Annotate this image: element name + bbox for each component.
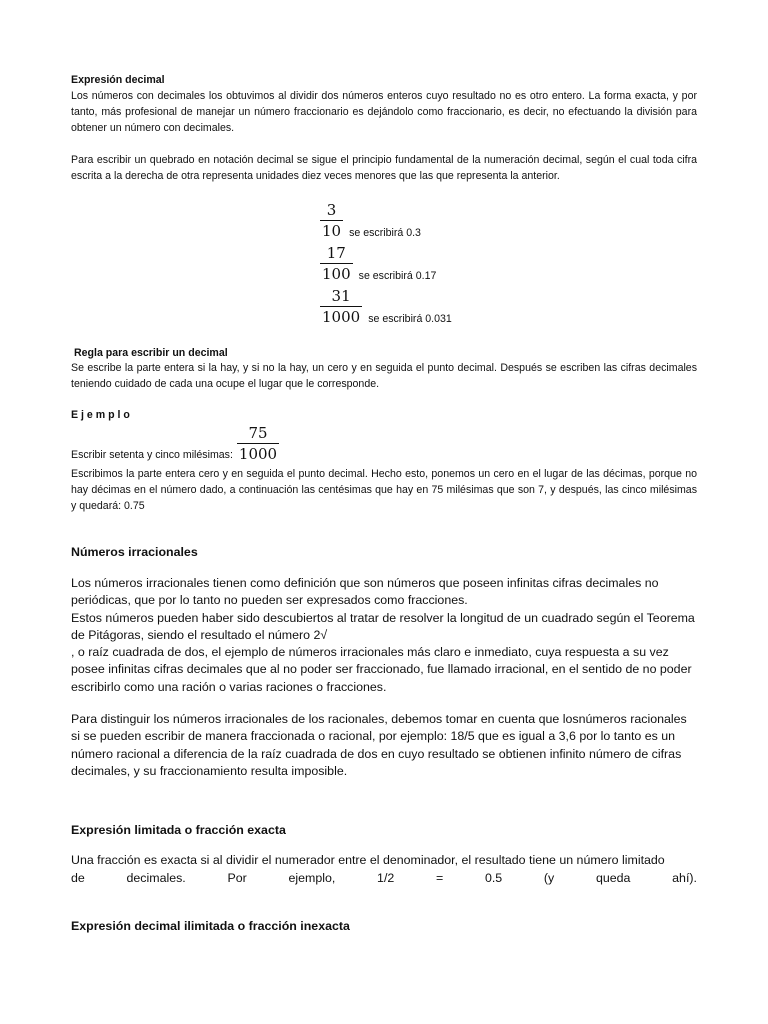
fraction-17-100: $\frac{17}{100}$ [322, 244, 351, 283]
word: 1/2 [377, 871, 395, 885]
paragraph-irracionales-1: Los números irracionales tienen como definición que son números que poseen infinitas cifras decimales no periódicas, que por lo tanto no pueden ser expresados como fracciones. [71, 576, 659, 608]
heading-expresion-decimal: Expresión decimal [71, 74, 165, 86]
word: decimales. [126, 871, 186, 885]
fraction-row-2 [320, 244, 436, 283]
ejemplo-prompt-row [71, 424, 279, 463]
fraction-bar [320, 263, 353, 264]
paragraph-limitada-line2 [71, 870, 697, 887]
word: (y [543, 871, 555, 885]
paragraph-regla: Se escribe la parte entera si la hay, y si no la hay, un cero y en seguida el punto decimal. Después se escriben las cifras decimales teniendo cuidado de cada una ocupe el lugar que le corresponde. [71, 362, 697, 390]
heading-ilimitada: Expresión decimal ilimitada o fracción inexacta [71, 919, 350, 933]
word: ahí). [672, 871, 697, 885]
fraction-result-text: se escribirá 0.17 [358, 270, 437, 282]
heading-regla: Regla para escribir un decimal [74, 347, 228, 359]
word: queda [595, 871, 631, 885]
ejemplo-prompt: Escribir setenta y cinco milésimas: [71, 449, 233, 461]
heading-limitada: Expresión limitada o fracción exacta [71, 823, 286, 837]
paragraph-irracionales-3: , o raíz cuadrada de dos, el ejemplo de números irracionales más claro e inmediato, cuya respuesta a su vez posee infinitas cifras decimales que al no poder ser fraccionado, fue llamado irracional, en el sentido de no poder escribirlo como una ración o varias raciones o fracciones. [71, 645, 692, 694]
paragraph-expresion-decimal: Los números con decimales los obtuvimos al dividir dos números enteros cuyo resultado no es otro entero. La forma exacta, y por tanto, más profesional de manejar un número fraccionario es dejándolo como fraccionario, es decir, no efectuando la división para obtener un número con decimales. [71, 90, 697, 134]
word: Por [227, 871, 247, 885]
paragraph-limitada-line1: Una fracción es exacta si al dividir el numerador entre el denominador, el resultado tiene un número limitado [71, 853, 665, 867]
fraction-result-text: se escribirá 0.031 [368, 313, 452, 325]
word: = [436, 871, 444, 885]
fraction-31-1000: $\frac{31}{1000}$ [322, 287, 361, 326]
heading-irracionales: Números irracionales [71, 545, 198, 559]
word: de [71, 871, 85, 885]
heading-ejemplo: E j e m p l o [71, 409, 130, 421]
paragraph-irracionales-2: Estos números pueden haber sido descubiertos al tratar de resolver la longitud de un cuadrado según el Teorema de Pitágoras, siendo el resultado el número 2√ [71, 611, 695, 643]
fraction-bar [237, 443, 279, 444]
fraction-row-1 [320, 201, 421, 240]
fraction-3-10: $\frac{3}{10}$ [322, 201, 342, 240]
word: ejemplo, [288, 871, 336, 885]
paragraph-ejemplo: Escribimos la parte entera cero y en seguida el punto decimal. Hecho esto, ponemos un cero en el lugar de las décimas, porque no hay décimas en el número dado, a continuación las centésimas que hay en 75 milésimas que son 7, y después, las cinco milésimas y quedará: 0.75 [71, 468, 697, 512]
paragraph-notacion-decimal: Para escribir un quebrado en notación decimal se sigue el principio fundamental de la numeración decimal, según el cual toda cifra escrita a la derecha de otra representa unidades diez veces menores que las que representa la anterior. [71, 154, 697, 182]
fraction-bar [320, 220, 343, 221]
word: 0.5 [484, 871, 503, 885]
paragraph-irracionales-4: Para distinguir los números irracionales de los racionales, debemos tomar en cuenta que losnúmeros racionales si se pueden escribir de manera fraccionada o racional, por ejemplo: 18/5 que es igual a 3,6 por lo tanto es un número racional a diferencia de la raíz cuadrada de dos en cuyo resultado se obtienen infinito número de cifras decimales, y su fraccionamiento resulta imposible. [71, 712, 687, 779]
fraction-result-text: se escribirá 0.3 [349, 227, 421, 239]
fraction-row-3 [320, 287, 452, 326]
fraction-75-1000: $\frac{75}{1000}$ [238, 424, 278, 463]
fraction-bar [320, 306, 362, 307]
